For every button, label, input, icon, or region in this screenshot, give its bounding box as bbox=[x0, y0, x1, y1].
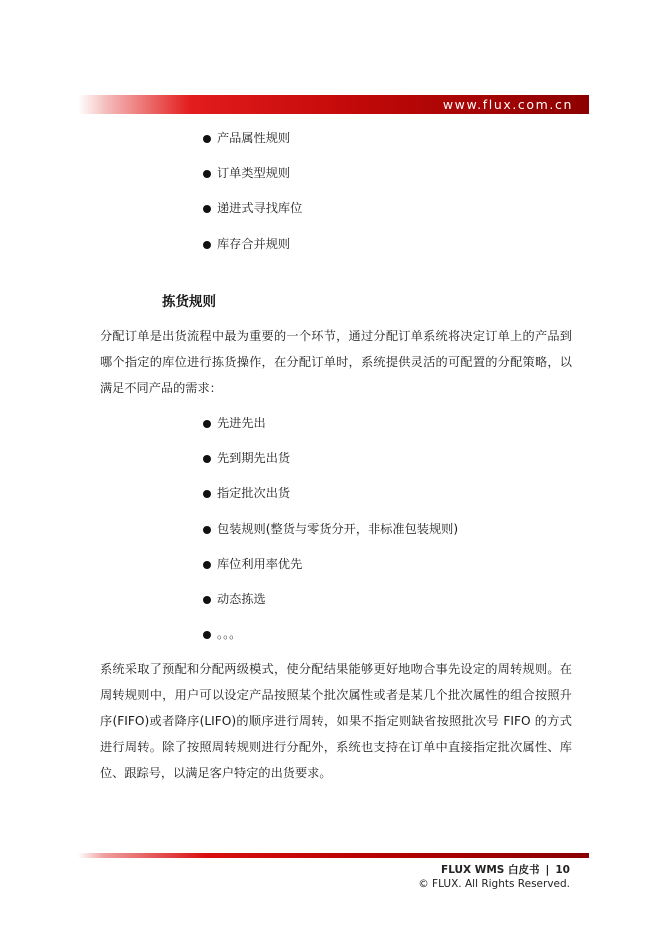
bullet-icon bbox=[203, 241, 211, 249]
bullet-icon bbox=[203, 135, 211, 143]
bullet-icon bbox=[203, 596, 211, 604]
list-item-text: 指定批次出货 bbox=[217, 486, 291, 501]
closing-paragraph: 系统采取了预配和分配两级模式，使分配结果能够更好地吻合事先设定的周转规则。在周转规则中，用户可以设定产品按照某个批次属性或者是某几个批次属性的组合按照升序(FIFO)或者降序(LIFO)的顺序进行周转，如果不指定则缺省按照批次号 FIFO 的方式进行周转。除了按照周转规则进行分配外，系统也支持在订单中直接指定批次属性、库位、跟踪号，以满足客户特定的出货要求。 bbox=[100, 662, 572, 780]
list-item-text: 订单类型规则 bbox=[217, 166, 291, 181]
intro-paragraph: 分配订单是出货流程中最为重要的一个环节，通过分配订单系统将决定订单上的产品到哪个指定的库位进行拣货操作，在分配订单时，系统提供灵活的可配置的分配策略，以满足不同产品的需求： bbox=[100, 329, 572, 395]
list-item-text: 库位利用率优先 bbox=[217, 556, 303, 571]
list-item-text: 包装规则(整货与零货分开，非标准包装规则) bbox=[217, 521, 459, 536]
list-item bbox=[203, 416, 458, 451]
list-item bbox=[203, 592, 458, 627]
footer-copyright: © FLUX. All Rights Reserved. bbox=[418, 878, 570, 890]
list-item-text: 递进式寻找库位 bbox=[217, 201, 303, 216]
section-title: 拣货规则 bbox=[162, 294, 216, 310]
footer-bar bbox=[78, 853, 589, 858]
list-item-text: 库存合并规则 bbox=[217, 236, 291, 251]
header-bar bbox=[78, 95, 589, 114]
bullet-icon bbox=[203, 631, 211, 639]
list-item-text: 动态拣选 bbox=[217, 591, 266, 606]
bullet-icon bbox=[203, 526, 211, 534]
rule-list bbox=[203, 131, 302, 272]
bullet-icon bbox=[203, 170, 211, 178]
footer-title bbox=[441, 862, 570, 877]
bullet-icon bbox=[203, 561, 211, 569]
list-item bbox=[203, 166, 302, 201]
list-item-text: 先到期先出货 bbox=[217, 451, 291, 466]
bullet-icon bbox=[203, 420, 211, 428]
list-item bbox=[203, 131, 302, 166]
list-item bbox=[203, 237, 302, 272]
list-item bbox=[203, 486, 458, 521]
footer-brand: FLUX WMS 白皮书 bbox=[441, 864, 540, 876]
list-item-text: 。。。 bbox=[217, 627, 242, 642]
list-item bbox=[203, 201, 302, 236]
bullet-icon bbox=[203, 455, 211, 463]
footer-separator: | bbox=[545, 864, 550, 876]
bullet-icon bbox=[203, 205, 211, 213]
header-url: www.flux.com.cn bbox=[442, 97, 573, 112]
list-item-text: 先进先出 bbox=[217, 416, 266, 430]
list-item-text: 产品属性规则 bbox=[217, 131, 291, 145]
page-number: 10 bbox=[555, 864, 570, 876]
list-item bbox=[203, 451, 458, 486]
list-item bbox=[203, 522, 458, 557]
bullet-icon bbox=[203, 490, 211, 498]
picking-strategy-list bbox=[203, 416, 458, 662]
list-item bbox=[203, 557, 458, 592]
